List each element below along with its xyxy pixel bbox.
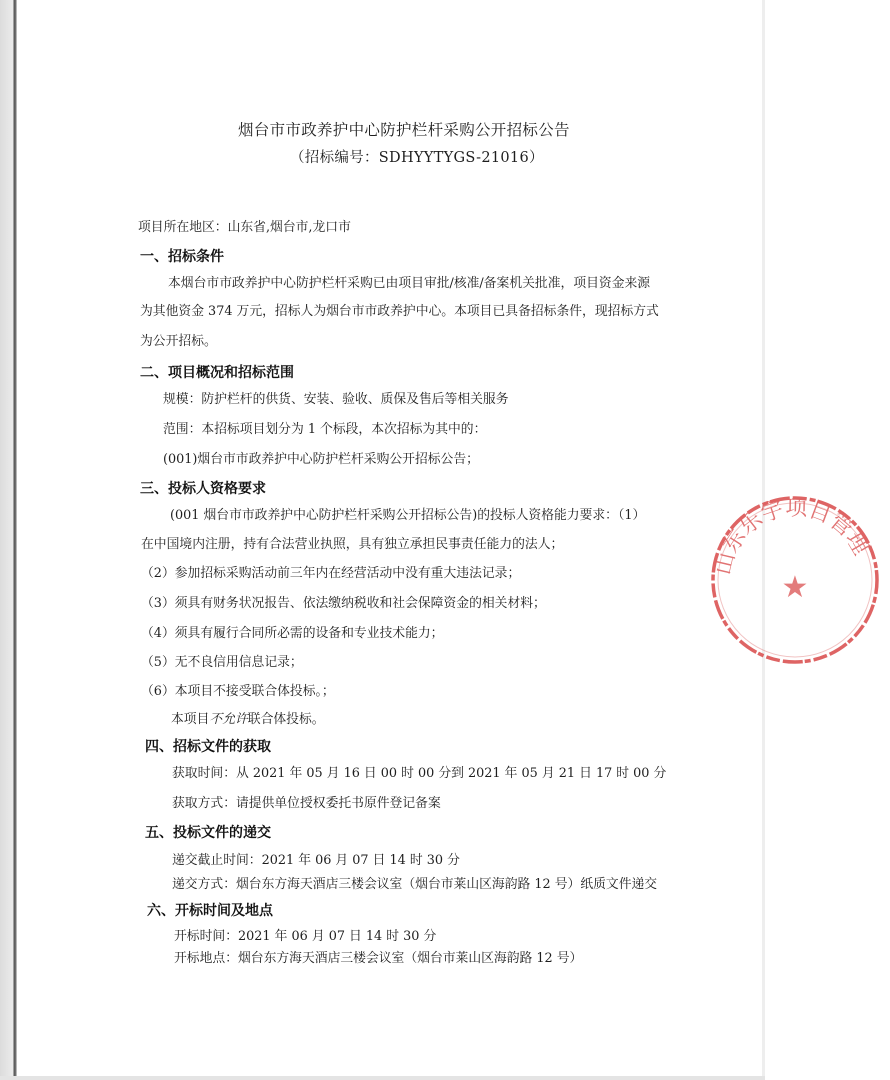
section-1-heading: 一、招标条件: [140, 249, 224, 265]
section-2-range: 范围：本招标项目划分为 1 个标段，本次招标为其中的：: [163, 422, 487, 437]
section-6-place: 开标地点：烟台东方海天酒店三楼会议室（烟台市莱山区海韵路 12 号）: [174, 951, 583, 966]
section-3-para-line-1: (001 烟台市市政养护中心防护栏杆采购公开招标公告)的投标人资格能力要求：（1）: [170, 508, 646, 523]
svg-text:山东乐宇项目管理: [711, 496, 873, 577]
document-title: 烟台市市政养护中心防护栏杆采购公开招标公告: [238, 121, 570, 139]
section-6-time: 开标时间：2021 年 06 月 07 日 14 时 30 分: [174, 929, 437, 944]
section-4-method: 获取方式：请提供单位授权委托书原件登记备案: [172, 796, 441, 811]
section-2-scale: 规模：防护栏杆的供货、安装、验收、质保及售后等相关服务: [163, 392, 509, 407]
section-5-deadline: 递交截止时间：2021 年 06 月 07 日 14 时 30 分: [172, 853, 460, 868]
section-3-para-line-2: 在中国境内注册，持有合法营业执照，具有独立承担民事责任能力的法人；: [141, 537, 564, 552]
project-region: 项目所在地区：山东省,烟台市,龙口市: [138, 220, 351, 235]
seal-star-icon: ★: [781, 570, 809, 605]
section-1-para-line-1: 本烟台市市政养护中心防护栏杆采购已由项目审批/核准/备案机关批准，项目资金来源: [168, 276, 651, 291]
section-4-heading: 四、招标文件的获取: [145, 739, 271, 755]
requirement-item-2: （2）参加招标采购活动前三年内在经营活动中没有重大违法记录；: [141, 566, 521, 581]
joint-bid-note: [171, 711, 325, 729]
requirement-item-5: （5）无不良信用信息记录；: [141, 655, 303, 670]
requirement-item-6: （6）本项目不接受联合体投标。；: [141, 684, 335, 699]
joint-bid-note-pre: 本项目: [171, 712, 210, 727]
seal-text: 山东乐宇项目管理: [710, 495, 873, 578]
section-5-method: 递交方式：烟台东方海天酒店三楼会议室（烟台市莱山区海韵路 12 号）纸质文件递交: [172, 877, 658, 892]
section-2-heading: 二、项目概况和招标范围: [140, 365, 294, 381]
company-seal-stamp: [700, 485, 890, 675]
section-1-para-line-2: 为其他资金 374 万元，招标人为烟台市市政养护中心。本项目已具备招标条件，现招标方式: [140, 304, 659, 319]
requirement-item-4: （4）须具有履行合同所必需的设备和专业技术能力；: [141, 626, 444, 641]
section-4-time: 获取时间：从 2021 年 05 月 16 日 00 时 00 分到 2021 年 05 月 21 日 17 时 00 分: [172, 766, 667, 781]
joint-bid-note-post: 联合体投标。: [247, 712, 325, 727]
section-6-heading: 六、开标时间及地点: [147, 903, 273, 919]
tender-code: （招标编号：SDHYYTYGS-21016）: [290, 150, 544, 166]
requirement-item-3: （3）须具有财务状况报告、依法缴纳税收和社会保障资金的相关材料；: [141, 596, 546, 611]
section-1-para-line-3: 为公开招标。: [140, 334, 217, 349]
section-5-heading: 五、投标文件的递交: [145, 825, 271, 841]
scan-bottom-edge: [0, 1076, 765, 1080]
scan-left-edge: [0, 0, 17, 1080]
scan-right-edge: [762, 0, 765, 1080]
joint-bid-note-emphasis: 不允许: [209, 712, 248, 727]
section-3-heading: 三、投标人资格要求: [140, 481, 266, 497]
section-2-lot: (001)烟台市市政养护中心防护栏杆采购公开招标公告；: [163, 452, 479, 467]
